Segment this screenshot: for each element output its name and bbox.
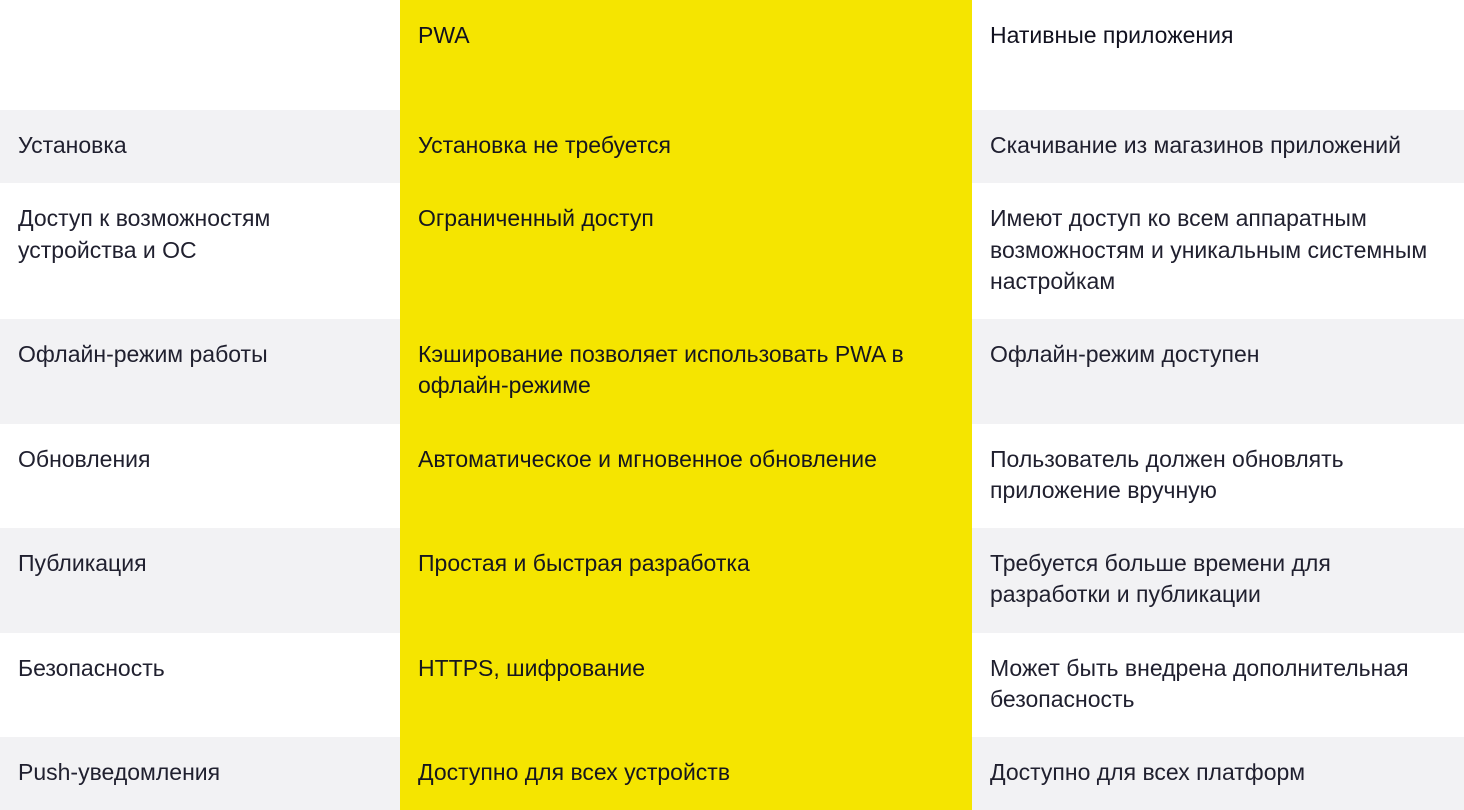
feature-cell: Установка [0,110,400,183]
table-row [0,110,1464,183]
native-cell: Офлайн-режим доступен [972,319,1464,424]
table-row [0,319,1464,424]
pwa-cell: Доступно для всех устройств [400,737,972,810]
feature-cell: Доступ к возможностям устройства и ОС [0,183,400,319]
column-header-feature [0,0,400,110]
table-row [0,424,1464,529]
table-body [0,110,1464,810]
table-header [0,0,1464,110]
pwa-cell: Простая и быстрая разработка [400,528,972,633]
native-cell: Доступно для всех платформ [972,737,1464,810]
pwa-cell: Автоматическое и мгновенное обновление [400,424,972,529]
feature-cell: Push-уведомления [0,737,400,810]
feature-cell: Публикация [0,528,400,633]
native-cell: Может быть внедрена дополнительная безопасность [972,633,1464,738]
table-row [0,183,1464,319]
native-cell: Пользователь должен обновлять приложение вручную [972,424,1464,529]
table-row [0,633,1464,738]
column-header-pwa: PWA [400,0,972,110]
pwa-cell: Ограниченный доступ [400,183,972,319]
native-cell: Скачивание из магазинов приложений [972,110,1464,183]
pwa-cell: Кэширование позволяет использовать PWA в офлайн-режиме [400,319,972,424]
native-cell: Имеют доступ ко всем аппаратным возможностям и уникальным системным настройкам [972,183,1464,319]
pwa-cell: HTTPS, шифрование [400,633,972,738]
feature-cell: Безопасность [0,633,400,738]
column-header-native: Нативные приложения [972,0,1464,110]
pwa-cell: Установка не требуется [400,110,972,183]
table-row [0,528,1464,633]
table-header-row [0,0,1464,110]
table-row [0,737,1464,810]
feature-cell: Обновления [0,424,400,529]
feature-cell: Офлайн-режим работы [0,319,400,424]
native-cell: Требуется больше времени для разработки и публикации [972,528,1464,633]
